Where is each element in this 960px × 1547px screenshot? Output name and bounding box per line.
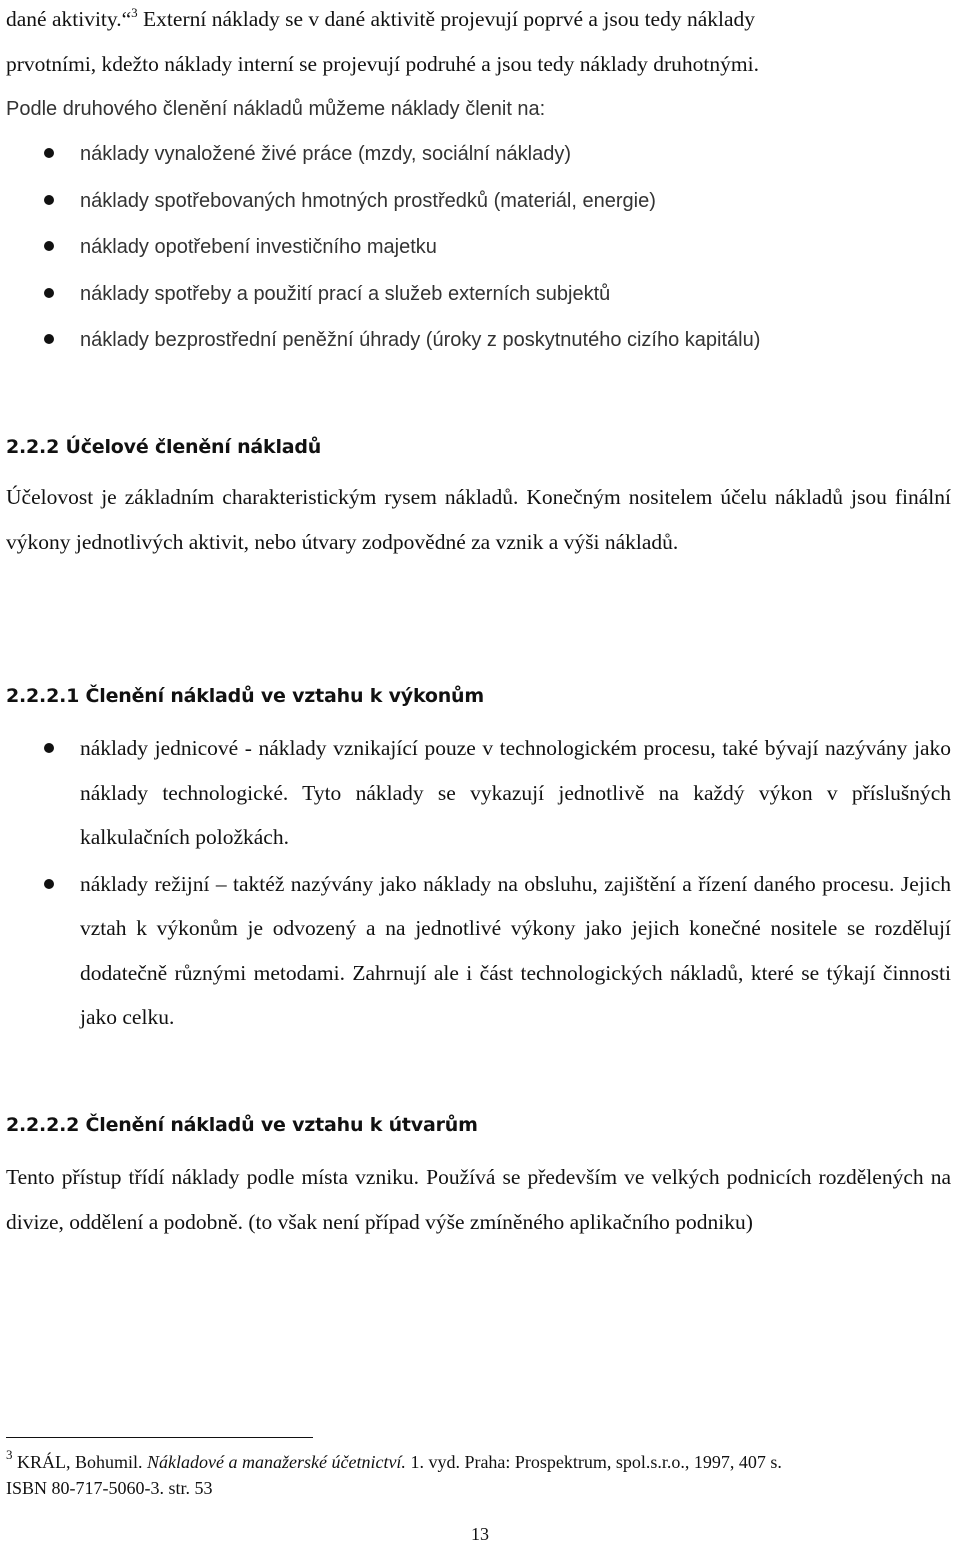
section-2-2-2-2-paragraph: Tento přístup třídí náklady podle místa vzniku. Používá se především ve velkých podnicích rozdělených na divize, oddělení a podobně. (to však není případ výše zmíněného aplikačního podniku) (6, 1165, 951, 1234)
bullet-icon (44, 195, 54, 205)
bullet-icon (44, 879, 54, 889)
page-number: 13 (471, 1524, 489, 1544)
list-item (6, 131, 951, 178)
section-2-2-2-paragraph: Účelovost je základním charakteristickým rysem nákladů. Konečným nositelem účelu nákladů jsou finální výkony jednotlivých aktivit, nebo útvary zodpovědné za vznik a výši nákladů. (6, 485, 951, 554)
footnote-separator (6, 1437, 313, 1438)
section-heading-2-2-2: 2.2.2 Účelové členění nákladů (6, 436, 322, 458)
intro-line-1-start: dané aktivity.“ (6, 7, 132, 31)
section-heading-2-2-2-1: 2.2.2.1 Členění nákladů ve vztahu k výkonům (6, 685, 484, 707)
list-item-text: náklady vynaložené živé práce (mzdy, sociální náklady) (80, 143, 571, 165)
intro-line-1-rest: Externí náklady se v dané aktivitě projevují poprvé a jsou tedy náklady (143, 7, 756, 31)
footnote (6, 1449, 951, 1501)
intro-line-3: Podle druhového členění nákladů můžeme náklady členit na: (6, 98, 546, 120)
list-item (6, 862, 951, 1040)
footnote-isbn: ISBN 80-717-5060-3. str. 53 (6, 1478, 213, 1498)
cost-types-list (6, 131, 951, 364)
list-item-text: náklady opotřebení investičního majetku (80, 236, 437, 258)
list-item-text: náklady spotřebovaných hmotných prostředků (materiál, energie) (80, 189, 656, 212)
performance-costs-list (6, 726, 951, 1040)
bullet-icon (44, 241, 54, 251)
bullet-icon (44, 148, 54, 158)
bullet-icon (44, 288, 54, 298)
intro-line-1 (6, 0, 951, 42)
footnote-title: Nákladové a manažerské účetnictví. (147, 1452, 406, 1472)
list-item (6, 224, 951, 271)
footnote-number: 3 (6, 1447, 13, 1462)
bullet-icon (44, 743, 54, 753)
list-item-text: náklady bezprostřední peněžní úhrady (úroky z poskytnutého cizího kapitálu) (80, 329, 761, 351)
footnote-author: KRÁL, Bohumil. (17, 1452, 143, 1472)
list-item-text: náklady jednicové - náklady vznikající pouze v technologickém procesu, také bývají nazývány jako náklady technologické. Tyto náklady se vykazují jednotlivě na každý výkon v příslušných kalkulačních položkách. (80, 736, 951, 849)
list-item (6, 317, 951, 364)
list-item (6, 178, 951, 225)
intro-line-2: prvotními, kdežto náklady interní se projevují podruhé a jsou tedy náklady druhotnými. (6, 52, 759, 76)
list-item (6, 271, 951, 318)
list-item-text: náklady spotřeby a použití prací a služeb externích subjektů (80, 282, 611, 305)
section-heading-2-2-2-2: 2.2.2.2 Členění nákladů ve vztahu k útvarům (6, 1114, 478, 1136)
footnote-ref-3[interactable]: 3 (131, 5, 138, 20)
list-item-text: náklady režijní – taktéž nazývány jako náklady na obsluhu, zajištění a řízení daného procesu. Jejich vztah k výkonům je odvozený a na jednotlivé výkony jako jejich konečné nositele se rozdělují dodatečně různými metodami. Zahrnují ale i část technologických nákladů, které se týkají činnosti jako celku. (80, 871, 951, 1029)
list-item (6, 726, 951, 860)
footnote-publication: 1. vyd. Praha: Prospektrum, spol.s.r.o., 1997, 407 s. (410, 1452, 782, 1472)
bullet-icon (44, 334, 54, 344)
